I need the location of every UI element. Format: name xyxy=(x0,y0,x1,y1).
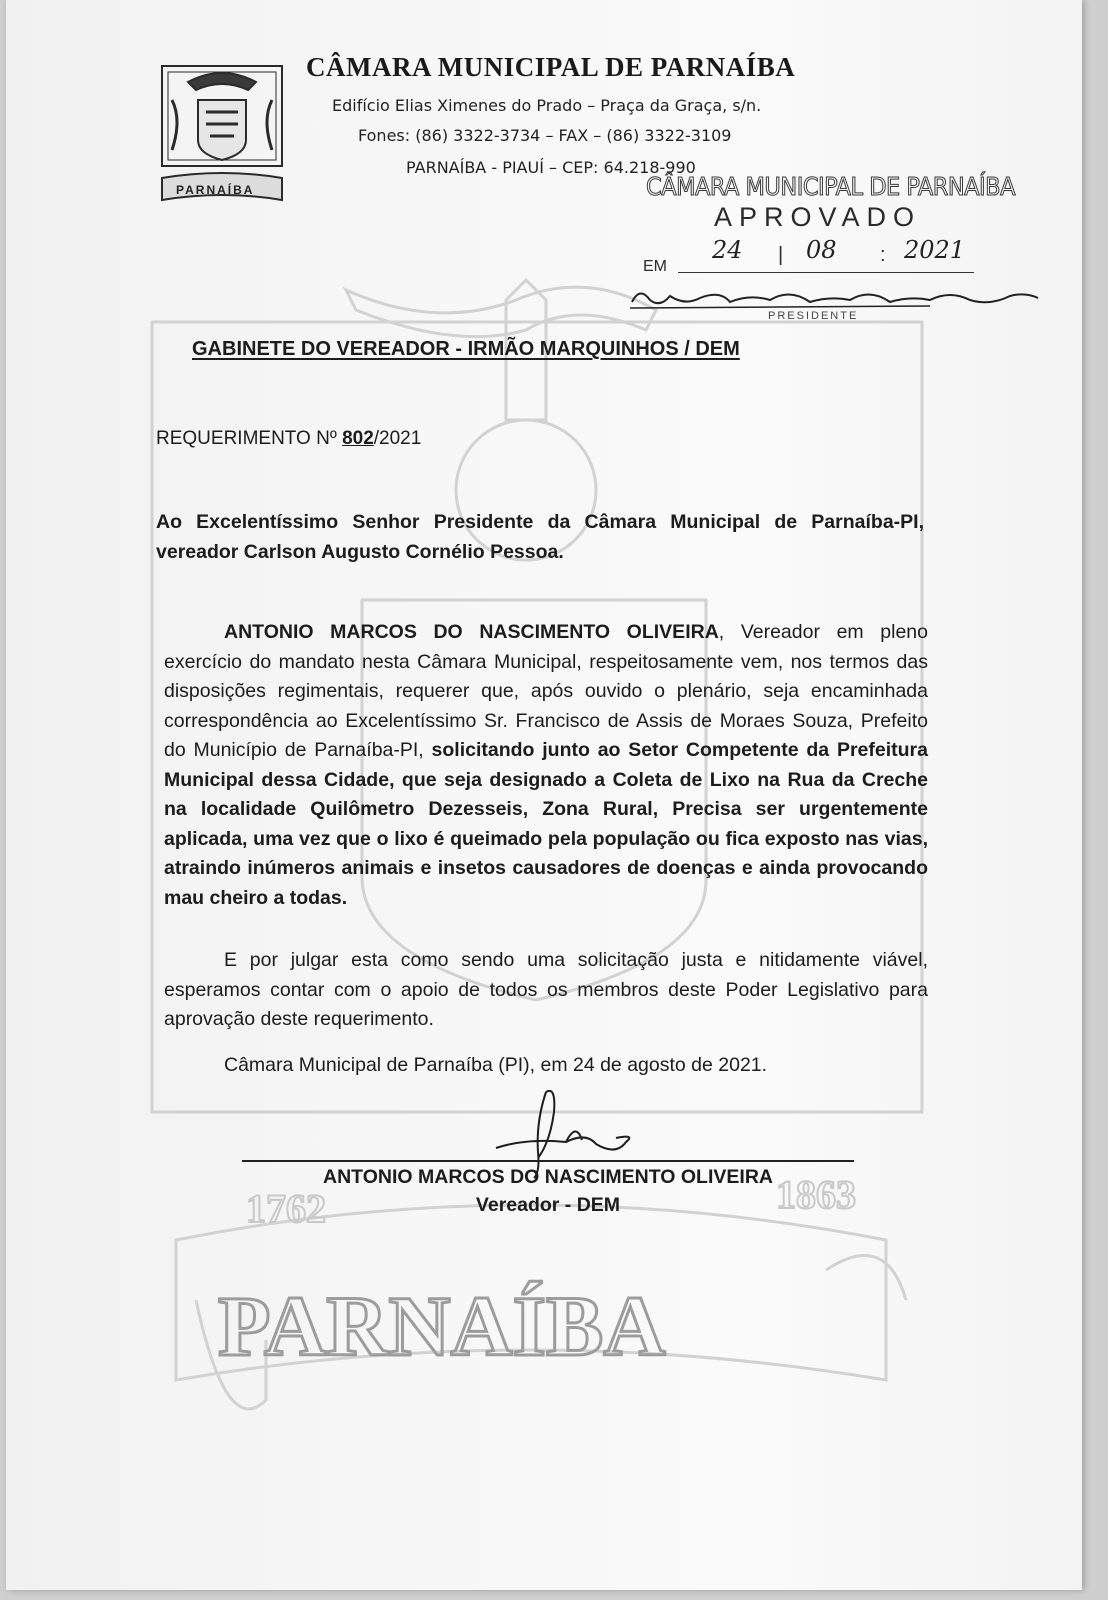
closing-text: E por julgar esta como sendo uma solicitação justa e nitidamente viável, esperamos contar com o apoio de todos os membros deste Poder Legislativo para aprovação deste requerimento. xyxy=(164,949,928,1030)
request-number-line xyxy=(156,428,421,450)
request-prefix: REQUERIMENTO Nº xyxy=(156,428,343,449)
addressee-paragraph: Ao Excelentíssimo Senhor Presidente da Câmara Municipal de Parnaíba-PI, vereador Carlson Augusto Cornélio Pessoa. xyxy=(156,511,924,563)
municipal-crest-logo xyxy=(158,60,288,210)
stamp-year: 2021 xyxy=(904,236,966,264)
stamp-month: 08 xyxy=(806,236,837,264)
request-number: 802 xyxy=(342,428,374,449)
president-signature xyxy=(630,282,1040,312)
stamp-em-label: EM xyxy=(643,258,667,275)
document-page xyxy=(6,0,1082,1590)
stamp-date-separator-2: : xyxy=(880,244,886,266)
watermark-year-left: 1762 xyxy=(246,1186,326,1231)
author-name: ANTONIO MARCOS DO NASCIMENTO OLIVEIRA xyxy=(224,621,719,643)
watermark-banner-text: PARNAÍBA xyxy=(218,1278,666,1374)
body-bold-text: solicitando junto ao Setor Competente da Prefeitura Municipal dessa Cidade, que seja designado a Coleta de Lixo na Rua da Creche na localidade Quilômetro Dezesseis, Zona Rural, Precisa ser urgentemente aplicada, uma vez que o lixo é queimado pela população ou fica exposto nas vias, atraindo inúmeros animais e insetos causadores de doenças e ainda provocando mau cheiro a todas. xyxy=(164,739,928,909)
stamp-role: PRESIDENTE xyxy=(768,310,859,322)
chamber-address: Edifício Elias Ximenes do Prado – Praça da Graça, s/n. xyxy=(332,96,762,115)
signer-name: ANTONIO MARCOS DO NASCIMENTO OLIVEIRA xyxy=(323,1166,773,1188)
watermark-year-right: 1863 xyxy=(776,1172,856,1217)
main-paragraph xyxy=(164,618,928,913)
watermark-ribbon xyxy=(176,1205,886,1380)
chamber-city: PARNAÍBA - PIAUÍ – CEP: 64.218-990 xyxy=(406,158,696,177)
chamber-title: CÂMARA MUNICIPAL DE PARNAÍBA xyxy=(306,52,796,82)
request-year: /2021 xyxy=(373,428,422,449)
body-regular-text: , Vereador em pleno exercício do mandato nesta Câmara Municipal, respeitosamente vem, nos termos das disposições regimentais, requerer que, após ouvido o plenário, seja encaminhada correspondência ao Excelentíssimo Sr. Francisco de Assis de Moraes Souza, Prefeito do Município de Parnaíba-PI, xyxy=(164,621,928,761)
watermark-eagle-wings xyxy=(346,287,656,337)
signature-line xyxy=(242,1160,854,1162)
crest-banner-text: PARNAÍBA xyxy=(176,183,255,197)
signer-role: Vereador - DEM xyxy=(475,1194,621,1216)
stamp-day: 24 xyxy=(712,236,743,264)
watermark-ribbon-left-curl xyxy=(196,1300,266,1409)
cabinet-heading: GABINETE DO VEREADOR - IRMÃO MARQUINHOS / DEM xyxy=(192,338,740,360)
chamber-phones: Fones: (86) 3322-3734 – FAX – (86) 3322-3109 xyxy=(358,126,732,145)
date-line: Câmara Municipal de Parnaíba (PI), em 24 de agosto de 2021. xyxy=(224,1054,768,1076)
stamp-date-line xyxy=(678,272,974,273)
stamp-status: APROVADO xyxy=(714,202,922,232)
watermark-ribbon-right-curl xyxy=(826,1255,906,1300)
closing-paragraph xyxy=(164,946,928,1035)
stamp-institution: CÂMARA MUNICIPAL DE PARNAÍBA xyxy=(646,172,1015,201)
stamp-date-separator-1: | xyxy=(778,244,784,266)
